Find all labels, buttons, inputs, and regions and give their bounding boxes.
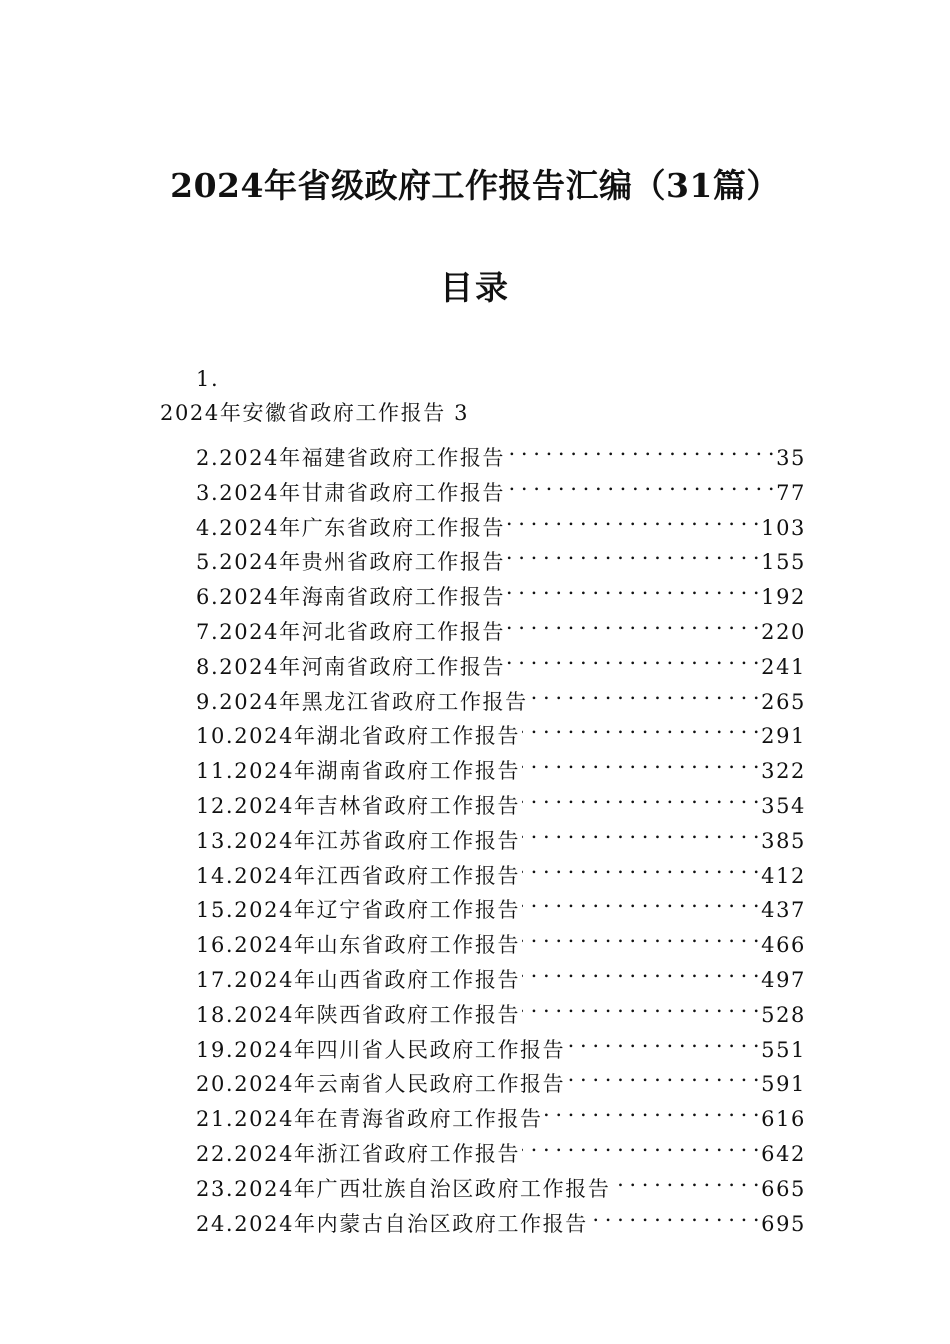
toc-entry-label: 2024年湖北省政府工作报告: [234, 724, 521, 749]
toc-dot-leader: [522, 988, 759, 1022]
toc-entry-label: 2024年内蒙古自治区政府工作报告: [234, 1211, 588, 1236]
toc-entry-label: 2024年湖南省政府工作报告: [234, 759, 521, 784]
toc-entry-page-number: 103: [761, 515, 806, 540]
toc-entry[interactable]: [196, 570, 806, 610]
toc-entry[interactable]: [196, 1057, 806, 1097]
toc-dot-leader: [522, 744, 759, 778]
toc-entry-label: 2024年浙江省政府工作报告: [234, 1142, 521, 1166]
toc-dot-leader: [522, 883, 759, 917]
toc-entry-label: 2024年海南省政府工作报告: [219, 585, 506, 610]
toc-entry-page-number: 385: [761, 828, 806, 853]
toc-entry[interactable]: [196, 535, 806, 575]
toc-entry-number: 11.: [196, 759, 235, 784]
toc-entry-label: 2024年山西省政府工作报告: [234, 968, 521, 992]
toc-entry-page-number: 322: [761, 759, 806, 784]
toc-entry-page-number: 665: [761, 1176, 806, 1201]
toc-entry[interactable]: [196, 1023, 806, 1062]
toc-dot-leader: [522, 814, 759, 848]
toc-entry-label: 2024年山东省政府工作报告: [234, 933, 521, 958]
toc-entry-page-number: 695: [761, 1211, 806, 1236]
toc-entry-label: 2024年福建省政府工作报告: [219, 446, 506, 470]
toc-entry-page-number: 241: [761, 654, 806, 679]
toc-entry-page-number: 412: [761, 863, 806, 888]
toc-entry-number: 21.: [196, 1107, 235, 1132]
toc-dot-leader: [522, 709, 759, 743]
toc-entry-page-number: 265: [761, 689, 806, 714]
toc-entry-number: 7.: [196, 620, 220, 644]
toc-entry-number: 20.: [196, 1072, 235, 1097]
toc-entry-label: 2024年陕西省政府工作报告: [234, 1002, 521, 1027]
toc-dot-leader: [507, 501, 759, 535]
toc-entry-label: 2024年贵州省政府工作报告: [219, 550, 506, 575]
toc-entry[interactable]: [196, 605, 806, 644]
toc-entry-number[interactable]: 1.: [196, 367, 220, 391]
toc-entry-number: 5.: [196, 550, 220, 575]
toc-entry-number: 24.: [196, 1211, 235, 1236]
toc-dot-leader: [507, 535, 759, 569]
toc-entry[interactable]: [196, 779, 806, 818]
toc-entry-label: 2024年广西壮族自治区政府工作报告: [234, 1176, 611, 1201]
toc-entry-number: 12.: [196, 794, 235, 818]
toc-dot-leader: [507, 640, 759, 674]
toc-entry-label: 2024年江西省政府工作报告: [234, 863, 521, 888]
toc-entry-page-number: 220: [761, 620, 806, 644]
toc-entry[interactable]: [196, 918, 806, 958]
toc-dot-leader: [522, 1127, 759, 1161]
toc-entry-page-number: 437: [761, 898, 806, 923]
toc-dot-leader: [522, 779, 759, 813]
toc-entry-page-number: 155: [761, 550, 806, 575]
toc-entry[interactable]: [196, 883, 806, 923]
toc-dot-leader: [590, 1197, 759, 1231]
toc-entry-page-number: 354: [761, 794, 806, 818]
toc-entry-label: 2024年在青海省政府工作报告: [234, 1107, 543, 1132]
toc-entry-number: 13.: [196, 828, 235, 853]
toc-dot-leader: [507, 570, 759, 604]
toc-entry-label: 2024年河北省政府工作报告: [219, 620, 506, 644]
toc-entry-page-number: 642: [761, 1142, 806, 1166]
toc-entry[interactable]: [196, 814, 806, 853]
toc-entry-number: 15.: [196, 898, 235, 923]
toc-entry[interactable]: [196, 988, 806, 1027]
toc-entry-label: 2024年黑龙江省政府工作报告: [219, 689, 528, 714]
toc-entry[interactable]: [196, 1162, 806, 1201]
toc-entry-page-number: 528: [761, 1002, 806, 1027]
toc-entry-label: 2024年云南省人民政府工作报告: [234, 1072, 566, 1097]
toc-dot-leader: [567, 1023, 759, 1057]
toc-entry-number: 14.: [196, 863, 235, 888]
toc-entry[interactable]: [196, 849, 806, 888]
toc-entry-number: 3.: [196, 480, 220, 505]
toc-entry[interactable]: [196, 431, 806, 470]
toc-entry-label: 2024年四川省人民政府工作报告: [234, 1037, 566, 1062]
toc-entry-number: 4.: [196, 515, 220, 540]
toc-entry[interactable]: [196, 640, 806, 679]
toc-entry[interactable]: [196, 675, 806, 714]
toc-entry-page-number: 591: [761, 1072, 806, 1097]
toc-entry-page-number: 35: [776, 446, 806, 470]
toc-entry[interactable]: [196, 1092, 806, 1132]
toc-entry-label: 2024年甘肃省政府工作报告: [219, 480, 506, 505]
toc-entry-number: 17.: [196, 968, 235, 992]
toc-entry-number: 8.: [196, 654, 220, 679]
toc-entry-first[interactable]: 2024年安徽省政府工作报告 3: [160, 401, 470, 425]
toc-entry-number: 19.: [196, 1037, 235, 1062]
toc-entry-number: 23.: [196, 1176, 235, 1201]
toc-dot-leader: [522, 918, 759, 952]
toc-entry-number: 9.: [196, 689, 220, 714]
toc-entry-page-number: 192: [761, 585, 806, 610]
toc-entry[interactable]: [196, 1127, 806, 1166]
toc-entry-page-number: 77: [776, 480, 806, 505]
toc-entry[interactable]: [196, 953, 806, 992]
toc-entry-page-number: 466: [761, 933, 806, 958]
toc-entry[interactable]: [196, 1197, 806, 1236]
toc-entry-page-number: 551: [761, 1037, 806, 1062]
toc-dot-leader: [522, 849, 759, 883]
toc-entry[interactable]: [196, 501, 806, 540]
toc-entry-page-number: 616: [761, 1107, 806, 1132]
toc-entry-number: 6.: [196, 585, 220, 610]
toc-entry-label: 2024年河南省政府工作报告: [219, 654, 506, 679]
toc-entry[interactable]: [196, 466, 806, 505]
toc-dot-leader: [545, 1092, 759, 1126]
toc-entry[interactable]: [196, 709, 806, 749]
toc-entry-page-number: 291: [761, 724, 806, 749]
toc-entry-number: 10.: [196, 724, 235, 749]
toc-dot-leader: [530, 675, 759, 709]
toc-dot-leader: [522, 953, 759, 987]
toc-entry-page-number: 497: [761, 968, 806, 992]
toc-dot-leader: [567, 1057, 759, 1091]
toc-dot-leader: [507, 605, 759, 639]
toc-entry-label: 2024年广东省政府工作报告: [219, 515, 506, 540]
toc-dot-leader: [612, 1162, 759, 1196]
toc-entry-label: 2024年吉林省政府工作报告: [234, 794, 521, 818]
toc-entry-label: 2024年辽宁省政府工作报告: [234, 898, 521, 923]
toc-entry-number: 22.: [196, 1142, 235, 1166]
document-title: 2024年省级政府工作报告汇编（31篇）: [170, 166, 780, 205]
toc-entry[interactable]: [196, 744, 806, 784]
toc-entry-number: 18.: [196, 1002, 235, 1027]
toc-heading: 目录: [440, 268, 510, 307]
toc-dot-leader: [507, 466, 774, 500]
toc-entry-number: 2.: [196, 446, 220, 470]
toc-entry-number: 16.: [196, 933, 235, 958]
toc-entry-label: 2024年江苏省政府工作报告: [234, 828, 521, 853]
toc-dot-leader: [507, 431, 774, 465]
